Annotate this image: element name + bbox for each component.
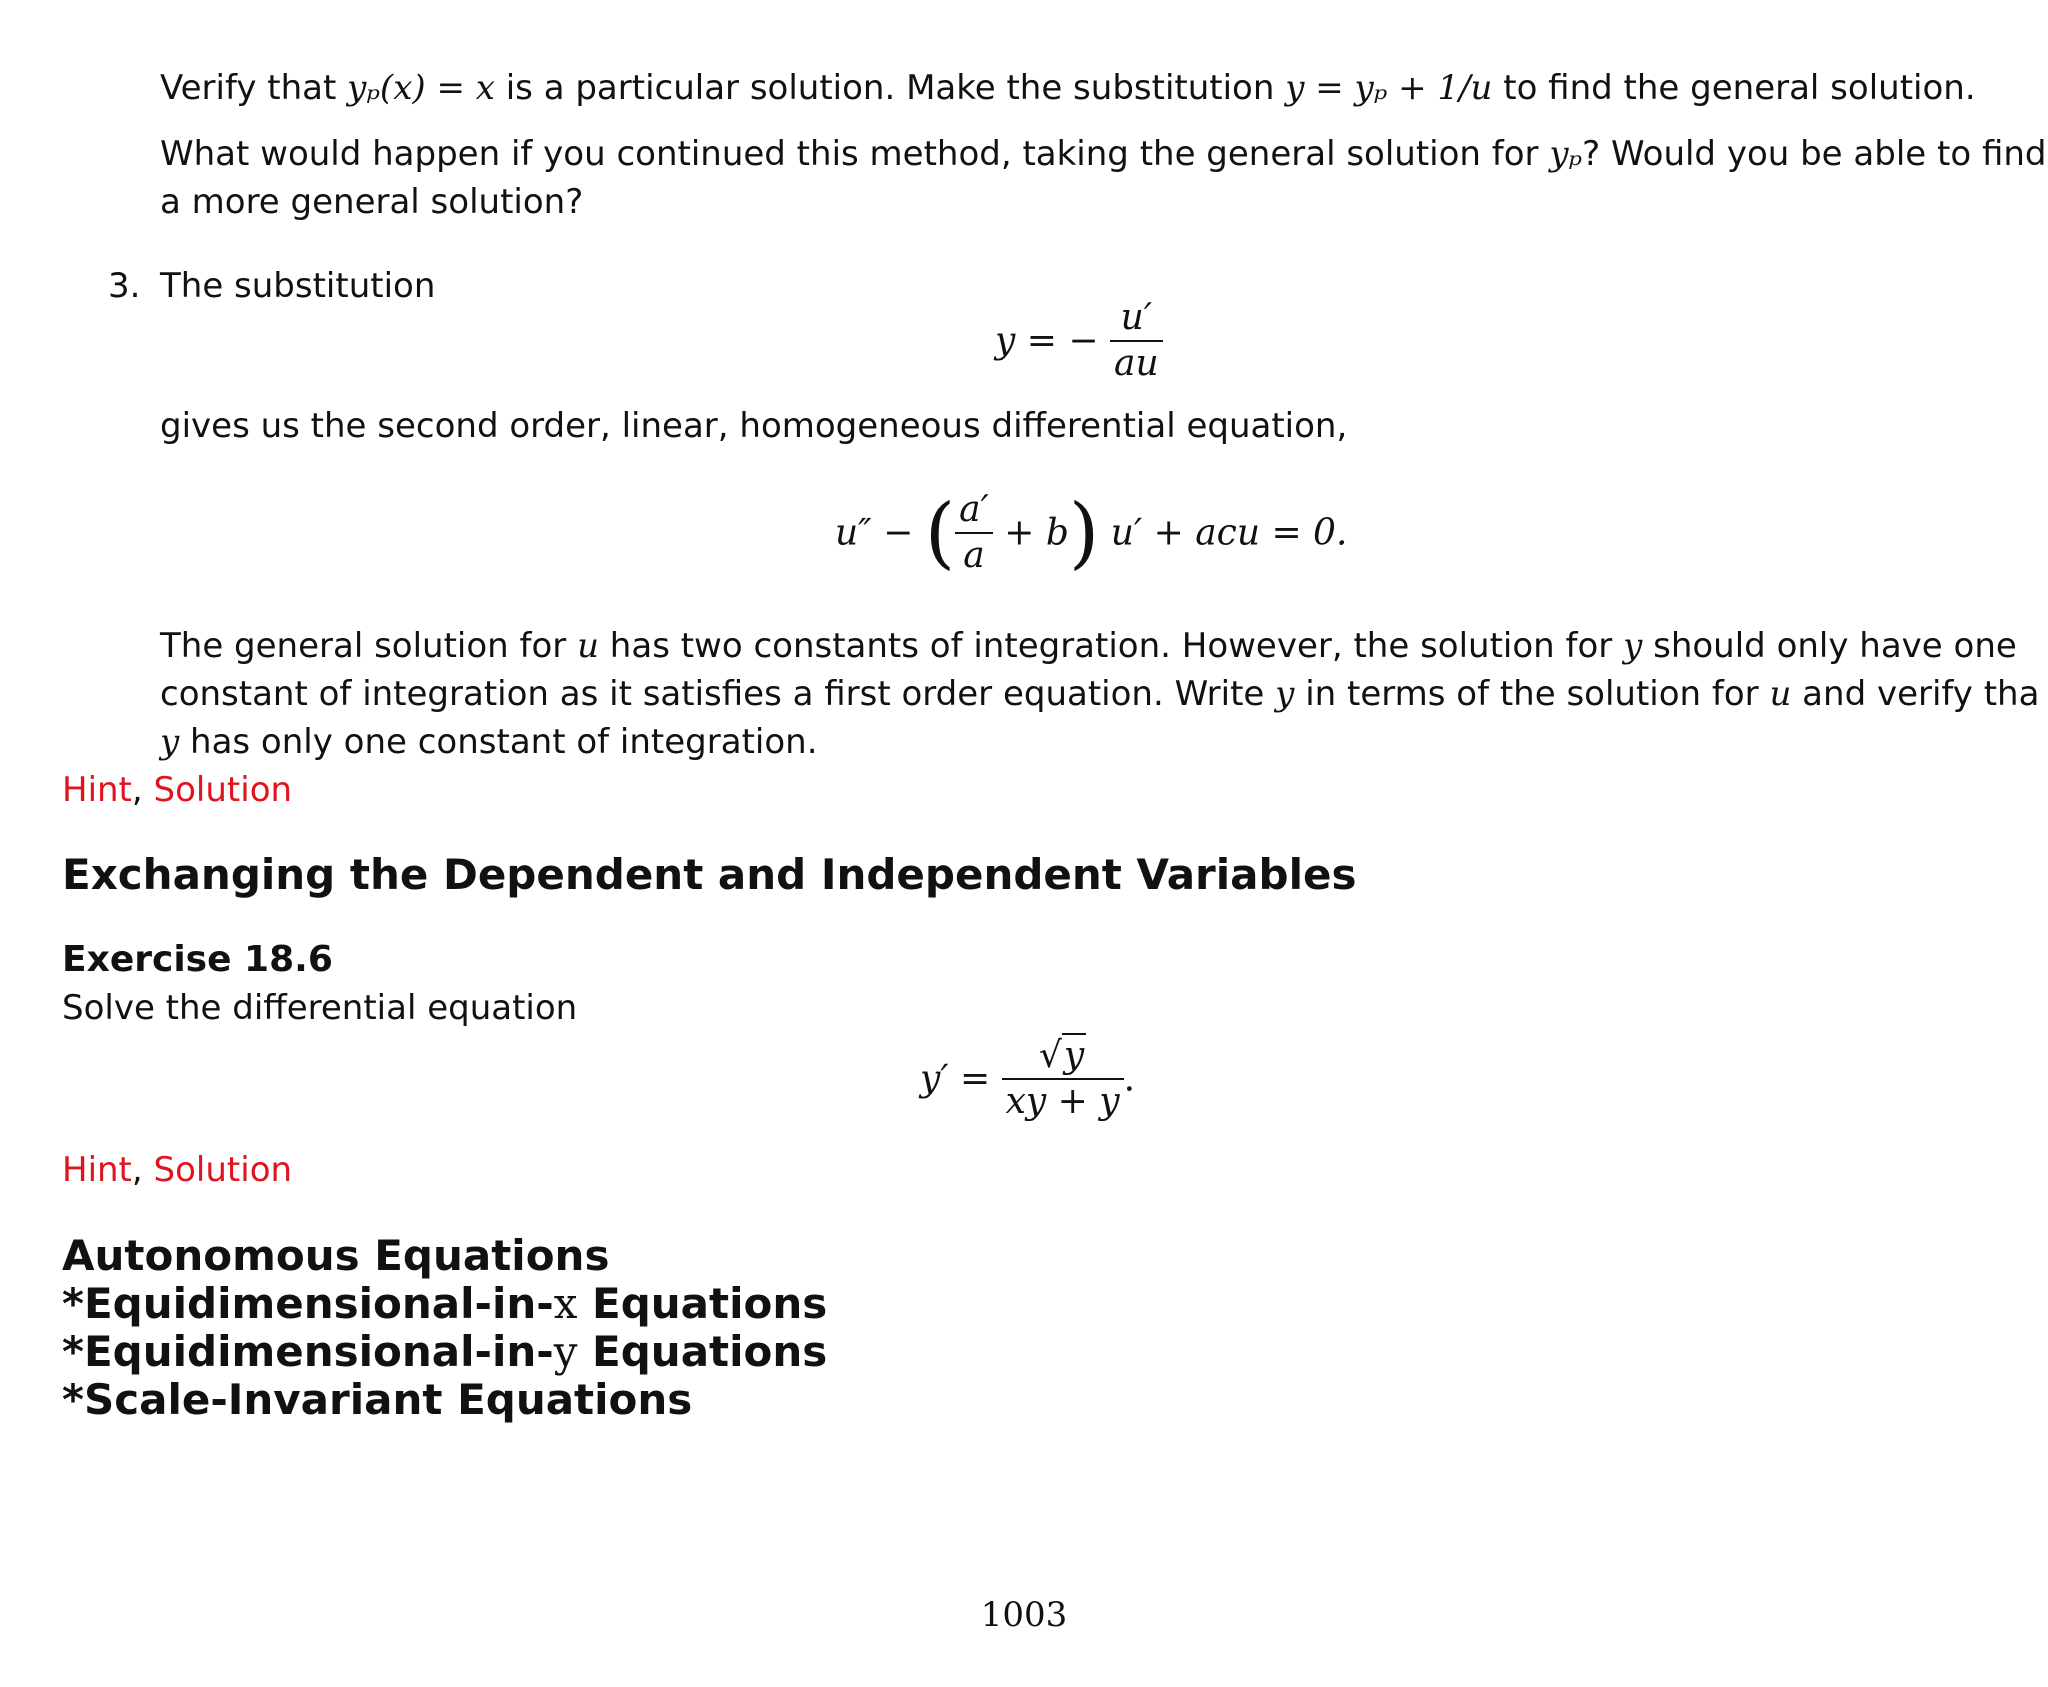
math-substitution: y = yₚ + 1/u bbox=[1285, 68, 1493, 108]
item3-para-line1 bbox=[160, 622, 2017, 670]
item2-line3: a more general solution? bbox=[160, 182, 584, 222]
hint-solution-links-2 bbox=[62, 1146, 292, 1194]
item2-line2 bbox=[160, 130, 2047, 178]
text-span: What would happen if you continued this method, taking the general solution for bbox=[160, 134, 1550, 174]
math-u: u bbox=[1769, 674, 1792, 714]
text-span: Verify that bbox=[160, 68, 348, 108]
exercise-prompt: Solve the differential equation bbox=[62, 988, 578, 1028]
item2-line1 bbox=[160, 64, 1976, 112]
eq1-numerator: u′ bbox=[1110, 296, 1163, 342]
text-span: and verify tha bbox=[1791, 674, 2040, 714]
section-heading: Exchanging the Dependent and Independent Variables bbox=[62, 850, 1357, 899]
math-yp: yₚ bbox=[1549, 134, 1583, 174]
eq2-right-paren: ) bbox=[1068, 488, 1100, 578]
hint-link[interactable]: Hint bbox=[62, 1150, 132, 1190]
link-separator: , bbox=[131, 1150, 154, 1190]
toc-equidimensional-y[interactable] bbox=[62, 1328, 827, 1376]
item3-after-eq1: gives us the second order, linear, homogeneous differential equation, bbox=[160, 406, 1348, 446]
text-span: in terms of the solution for bbox=[1294, 674, 1770, 714]
text-span: Equations bbox=[577, 1279, 828, 1328]
text-span: to find the general solution. bbox=[1492, 68, 1976, 108]
math-y: y bbox=[1275, 674, 1295, 714]
text-span: constant of integration as it satisfies a first order equation. Write bbox=[160, 674, 1276, 714]
math-yp-of-x: yₚ(x) = x bbox=[347, 68, 495, 108]
exercise-eq-numerator bbox=[1002, 1034, 1124, 1080]
toc-autonomous[interactable]: Autonomous Equations bbox=[62, 1231, 610, 1280]
exercise-eq-lhs: y′ = bbox=[920, 1058, 991, 1100]
text-span: Equations bbox=[577, 1327, 828, 1376]
eq1-lhs: y = − bbox=[995, 320, 1099, 362]
eq2-left-paren: ( bbox=[924, 488, 956, 578]
toc-scale-invariant[interactable]: *Scale-Invariant Equations bbox=[62, 1375, 693, 1424]
text-span: is a particular solution. Make the substitution bbox=[494, 68, 1286, 108]
eq2-plus-b: + b bbox=[1004, 512, 1069, 554]
item3-number: 3. bbox=[108, 266, 141, 306]
item3-para-line3 bbox=[160, 718, 818, 766]
eq1-fraction bbox=[1110, 296, 1163, 386]
solution-link[interactable]: Solution bbox=[153, 770, 293, 810]
eq2-fraction bbox=[955, 488, 993, 578]
sqrt-radicand: y bbox=[1063, 1035, 1085, 1076]
page-number: 1003 bbox=[980, 1595, 1068, 1635]
math-x: x bbox=[553, 1279, 578, 1328]
item3-para-line2 bbox=[160, 670, 2040, 718]
eq2-numerator: a′ bbox=[955, 488, 993, 534]
math-y: y bbox=[1623, 626, 1643, 666]
eq2-denominator: a bbox=[963, 535, 985, 576]
solution-link[interactable]: Solution bbox=[153, 1150, 293, 1190]
toc-equidimensional-x[interactable] bbox=[62, 1280, 827, 1328]
sqrt-sign-icon: √ bbox=[1038, 1035, 1062, 1076]
text-span: has only one constant of integration. bbox=[179, 722, 818, 762]
eq1-denominator: au bbox=[1114, 343, 1159, 384]
equation-exercise bbox=[920, 1034, 1135, 1124]
text-span: ? Would you be able to find bbox=[1582, 134, 2047, 174]
exercise-eq-denominator: xy + y bbox=[1005, 1081, 1120, 1122]
text-span: has two constants of integration. However, the solution for bbox=[599, 626, 1624, 666]
exercise-eq-fraction bbox=[1002, 1034, 1124, 1124]
hint-solution-links-1 bbox=[62, 766, 292, 814]
math-y: y bbox=[160, 722, 180, 762]
exercise-eq-period: . bbox=[1123, 1058, 1136, 1100]
equation-substitution bbox=[995, 296, 1163, 386]
text-span: The general solution for bbox=[160, 626, 578, 666]
math-y: y bbox=[553, 1327, 578, 1376]
exercise-title: Exercise 18.6 bbox=[62, 939, 333, 980]
eq2-rest: u′ + acu = 0. bbox=[1110, 512, 1348, 554]
math-u: u bbox=[577, 626, 599, 666]
hint-link[interactable]: Hint bbox=[62, 770, 132, 810]
text-span: *Equidimensional-in- bbox=[62, 1327, 554, 1376]
link-separator: , bbox=[131, 770, 154, 810]
eq2-u-double-prime: u″ − bbox=[835, 512, 914, 554]
item3-intro: The substitution bbox=[160, 266, 436, 306]
text-span: should only have one bbox=[1642, 626, 2017, 666]
equation-second-order bbox=[835, 488, 1347, 578]
text-span: *Equidimensional-in- bbox=[62, 1279, 554, 1328]
